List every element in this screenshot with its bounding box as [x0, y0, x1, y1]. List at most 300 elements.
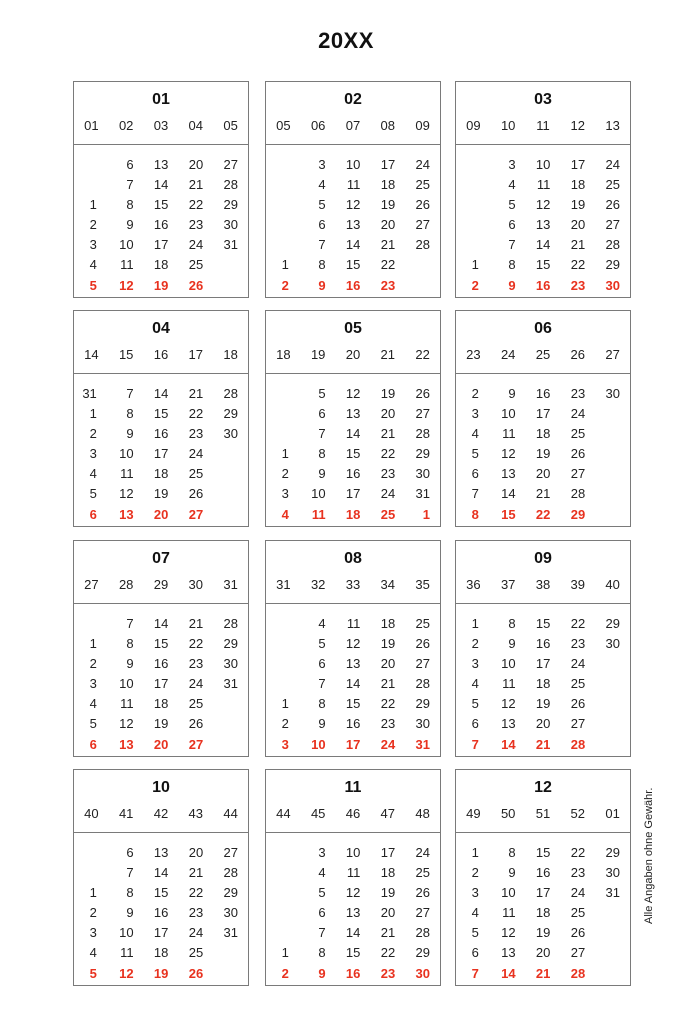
day: 14	[153, 865, 169, 881]
day: 30	[605, 865, 620, 881]
day: 25	[570, 905, 586, 921]
day: 20	[535, 716, 551, 732]
day: 26	[415, 197, 430, 213]
day: 3	[471, 656, 479, 672]
day	[595, 903, 630, 923]
day: 20	[535, 466, 551, 482]
day: 5	[471, 446, 479, 462]
month-07	[73, 540, 249, 757]
day: 7	[126, 177, 134, 193]
day: 28	[570, 486, 586, 502]
sunday-day: 14	[501, 965, 516, 981]
day: 15	[345, 446, 361, 462]
day: 24	[415, 157, 430, 172]
week-number: 05	[276, 118, 291, 133]
day: 5	[318, 386, 326, 401]
week-column	[301, 384, 336, 525]
day: 11	[346, 865, 361, 881]
day: 16	[153, 217, 169, 233]
day: 24	[570, 656, 586, 672]
sunday-day	[595, 964, 630, 984]
day: 28	[415, 426, 430, 442]
day: 26	[570, 696, 586, 712]
sunday-day: 3	[281, 736, 289, 752]
sunday-day: 18	[345, 506, 361, 522]
week-column	[266, 843, 301, 984]
day: 16	[345, 716, 361, 732]
day: 15	[153, 885, 169, 901]
day: 20	[570, 217, 586, 233]
week-column	[74, 155, 109, 296]
week-number: 04	[188, 118, 204, 133]
day: 23	[380, 466, 396, 482]
day: 20	[188, 845, 204, 860]
day: 3	[89, 446, 97, 462]
day	[74, 843, 109, 863]
day	[266, 404, 301, 424]
day: 19	[153, 486, 169, 502]
week-number: 21	[380, 347, 396, 362]
sunday-day: 10	[311, 736, 326, 752]
week-column	[560, 384, 595, 525]
week-column	[178, 384, 213, 525]
day: 11	[120, 466, 134, 482]
week-number: 08	[380, 118, 396, 133]
day: 11	[120, 696, 134, 712]
day: 6	[508, 217, 516, 233]
week-column	[526, 843, 561, 984]
day: 10	[119, 237, 134, 253]
day: 12	[535, 197, 551, 213]
day: 2	[281, 466, 289, 482]
day-grid	[266, 374, 440, 525]
day: 20	[380, 406, 396, 422]
day: 9	[318, 466, 326, 482]
week-column	[213, 155, 248, 296]
day: 7	[508, 237, 516, 253]
day: 18	[153, 257, 169, 273]
week-column	[491, 843, 526, 984]
week-column	[301, 155, 336, 296]
day: 1	[89, 885, 97, 901]
sunday-day: 9	[318, 965, 326, 981]
day: 18	[380, 865, 396, 881]
sunday-day: 26	[188, 965, 204, 981]
day: 7	[318, 925, 326, 941]
day: 22	[380, 945, 396, 961]
sunday-day: 5	[89, 965, 97, 981]
week-column	[144, 155, 179, 296]
week-number: 44	[276, 806, 291, 821]
day: 6	[471, 716, 479, 732]
day: 30	[223, 217, 238, 233]
day: 23	[570, 865, 586, 881]
week-column	[213, 614, 248, 755]
day: 15	[535, 616, 551, 631]
week-column	[370, 614, 405, 755]
day: 21	[380, 925, 396, 941]
day: 4	[318, 616, 326, 631]
day: 31	[605, 885, 620, 901]
week-number: 09	[466, 118, 481, 133]
day: 30	[415, 716, 430, 732]
week-number: 43	[188, 806, 204, 821]
week-column	[336, 843, 371, 984]
day: 13	[345, 656, 361, 672]
day: 21	[380, 676, 396, 692]
day: 20	[188, 157, 204, 172]
month-01	[73, 81, 249, 298]
day: 24	[188, 237, 204, 253]
day: 30	[605, 636, 620, 652]
day: 28	[415, 925, 430, 941]
day-grid	[74, 833, 248, 984]
day: 16	[153, 426, 169, 442]
week-number: 41	[118, 806, 134, 821]
month-04	[73, 310, 249, 527]
day: 18	[535, 426, 551, 442]
day	[456, 195, 491, 215]
sunday-day: 21	[535, 965, 551, 981]
week-numbers	[456, 347, 630, 362]
day: 1	[471, 257, 479, 273]
day: 15	[153, 197, 169, 213]
day: 3	[281, 486, 289, 502]
week-number: 38	[535, 577, 551, 592]
day: 18	[153, 945, 169, 961]
week-column	[595, 384, 630, 525]
day: 17	[153, 925, 169, 941]
week-number: 16	[153, 347, 169, 362]
day: 29	[223, 636, 238, 652]
month-header	[456, 311, 630, 374]
day: 24	[188, 446, 204, 462]
day	[595, 694, 630, 714]
week-number: 39	[570, 577, 586, 592]
week-column	[456, 155, 491, 296]
day: 23	[570, 636, 586, 652]
day: 17	[535, 656, 551, 672]
day: 10	[535, 157, 551, 172]
month-name: 11	[344, 779, 362, 796]
day: 20	[380, 217, 396, 233]
day: 24	[415, 845, 430, 860]
day	[213, 943, 248, 963]
week-number: 36	[466, 577, 481, 592]
day: 14	[345, 925, 361, 941]
day: 7	[318, 676, 326, 692]
day: 27	[570, 716, 586, 732]
day: 12	[119, 716, 134, 732]
day-grid	[456, 833, 630, 984]
sunday-day: 15	[501, 506, 516, 522]
day: 24	[188, 925, 204, 941]
day: 16	[153, 905, 169, 921]
week-number: 07	[345, 118, 361, 133]
day: 13	[345, 406, 361, 422]
week-numbers	[456, 577, 630, 592]
day: 18	[153, 466, 169, 482]
day: 29	[605, 257, 620, 273]
day	[595, 654, 630, 674]
day: 9	[126, 426, 134, 442]
day	[405, 255, 440, 275]
week-number: 48	[415, 806, 430, 821]
day: 18	[380, 177, 396, 193]
week-numbers	[74, 806, 248, 821]
day: 8	[318, 446, 326, 462]
week-column	[595, 614, 630, 755]
day-grid	[74, 374, 248, 525]
day: 18	[570, 177, 586, 193]
day: 21	[380, 426, 396, 442]
day: 25	[188, 696, 204, 712]
day: 4	[318, 177, 326, 193]
day: 12	[501, 696, 516, 712]
week-column	[491, 614, 526, 755]
day: 12	[345, 885, 361, 901]
day: 31	[82, 386, 97, 401]
sunday-day: 30	[605, 277, 620, 293]
day: 22	[188, 406, 204, 422]
week-column	[491, 155, 526, 296]
week-column	[560, 614, 595, 755]
day	[213, 444, 248, 464]
sunday-day: 27	[188, 736, 204, 752]
day: 4	[89, 696, 97, 712]
day	[266, 634, 301, 654]
day: 21	[188, 616, 204, 631]
day: 29	[605, 845, 620, 860]
week-number: 30	[188, 577, 204, 592]
week-number: 46	[345, 806, 361, 821]
day: 6	[318, 656, 326, 672]
day: 6	[471, 945, 479, 961]
week-number: 11	[536, 118, 550, 133]
day: 29	[223, 406, 238, 422]
week-number: 22	[415, 347, 430, 362]
day: 7	[318, 426, 326, 442]
day: 28	[223, 616, 238, 631]
sunday-day: 30	[415, 965, 430, 981]
week-column	[405, 614, 440, 755]
week-number: 32	[310, 577, 326, 592]
week-number: 49	[466, 806, 481, 821]
disclaimer-note: Alle Angaben ohne Gewähr.	[643, 787, 655, 924]
sunday-day	[213, 735, 248, 755]
day: 30	[415, 466, 430, 482]
day	[213, 255, 248, 275]
sunday-day: 13	[119, 506, 134, 522]
sunday-day: 22	[535, 506, 551, 522]
month-name: 07	[152, 550, 170, 567]
day: 16	[535, 865, 551, 881]
day: 20	[380, 905, 396, 921]
day	[266, 614, 301, 634]
sunday-day: 2	[471, 277, 479, 293]
month-12	[455, 769, 631, 986]
month-09	[455, 540, 631, 757]
day: 4	[508, 177, 516, 193]
day: 19	[535, 696, 551, 712]
day: 6	[318, 406, 326, 422]
day: 16	[153, 656, 169, 672]
day	[595, 424, 630, 444]
sunday-day: 28	[570, 736, 586, 752]
day-grid	[266, 833, 440, 984]
day: 15	[535, 257, 551, 273]
sunday-day: 23	[380, 277, 396, 293]
day: 11	[346, 177, 361, 193]
day: 3	[471, 885, 479, 901]
day: 3	[89, 676, 97, 692]
week-number: 45	[310, 806, 326, 821]
sunday-day: 9	[508, 277, 516, 293]
week-number: 31	[223, 577, 238, 592]
day: 10	[345, 157, 361, 172]
day	[74, 863, 109, 883]
day: 5	[471, 696, 479, 712]
day: 2	[471, 386, 479, 401]
week-column	[560, 843, 595, 984]
week-numbers	[456, 118, 630, 133]
day: 22	[380, 257, 396, 273]
day: 19	[535, 925, 551, 941]
day: 29	[415, 945, 430, 961]
day: 19	[380, 885, 396, 901]
day	[456, 235, 491, 255]
week-column	[109, 155, 144, 296]
month-05	[265, 310, 441, 527]
day: 17	[535, 406, 551, 422]
day	[266, 863, 301, 883]
day: 3	[89, 925, 97, 941]
day: 11	[536, 177, 551, 193]
month-header	[266, 82, 440, 145]
month-header	[456, 82, 630, 145]
day	[595, 923, 630, 943]
week-number: 19	[310, 347, 326, 362]
day: 4	[89, 945, 97, 961]
week-column	[595, 843, 630, 984]
week-column	[213, 843, 248, 984]
day: 3	[89, 237, 97, 253]
day: 17	[570, 157, 586, 172]
week-column	[74, 614, 109, 755]
week-column	[74, 843, 109, 984]
day: 11	[502, 676, 516, 692]
day: 5	[89, 716, 97, 732]
day: 4	[89, 466, 97, 482]
week-number: 15	[118, 347, 134, 362]
day	[456, 155, 491, 175]
week-number: 18	[223, 347, 238, 362]
day: 9	[126, 905, 134, 921]
day: 12	[501, 925, 516, 941]
day: 22	[380, 446, 396, 462]
week-number: 40	[84, 806, 99, 821]
sunday-day	[213, 276, 248, 296]
day: 28	[223, 177, 238, 193]
day: 12	[345, 197, 361, 213]
day: 8	[508, 616, 516, 631]
day: 7	[126, 616, 134, 631]
month-header	[266, 311, 440, 374]
day-grid	[74, 604, 248, 755]
day	[266, 215, 301, 235]
day: 13	[153, 157, 169, 172]
sunday-day: 7	[471, 965, 479, 981]
day	[213, 464, 248, 484]
day: 22	[570, 845, 586, 860]
sunday-day: 25	[380, 506, 396, 522]
week-number: 02	[118, 118, 134, 133]
week-column	[178, 614, 213, 755]
day: 31	[223, 925, 238, 941]
day: 2	[89, 905, 97, 921]
month-header	[74, 311, 248, 374]
day: 29	[223, 885, 238, 901]
week-column	[109, 614, 144, 755]
day	[266, 195, 301, 215]
week-number: 44	[223, 806, 238, 821]
day: 28	[605, 237, 620, 253]
day: 2	[89, 656, 97, 672]
sunday-day: 7	[471, 736, 479, 752]
day: 31	[223, 237, 238, 253]
day: 28	[415, 237, 430, 253]
day: 25	[570, 676, 586, 692]
day	[266, 424, 301, 444]
day: 16	[345, 466, 361, 482]
day: 5	[318, 885, 326, 901]
day: 26	[605, 197, 620, 213]
week-column	[266, 614, 301, 755]
day: 7	[126, 386, 134, 401]
week-column	[109, 384, 144, 525]
day: 5	[471, 925, 479, 941]
week-number: 27	[605, 347, 620, 362]
week-column	[336, 384, 371, 525]
week-number: 06	[310, 118, 326, 133]
day	[595, 464, 630, 484]
week-column	[595, 155, 630, 296]
day: 18	[535, 905, 551, 921]
day	[266, 384, 301, 404]
day: 5	[89, 486, 97, 502]
day	[213, 694, 248, 714]
day	[74, 175, 109, 195]
day: 6	[126, 845, 134, 860]
week-number: 27	[84, 577, 99, 592]
day: 9	[126, 217, 134, 233]
week-number: 31	[276, 577, 291, 592]
day: 11	[120, 257, 134, 273]
week-number: 14	[84, 347, 99, 362]
day: 27	[570, 945, 586, 961]
day: 18	[380, 616, 396, 631]
sunday-day: 20	[153, 506, 169, 522]
day: 7	[471, 486, 479, 502]
sunday-day: 21	[535, 736, 551, 752]
sunday-day: 20	[153, 736, 169, 752]
day	[266, 883, 301, 903]
day	[74, 614, 109, 634]
day: 25	[188, 466, 204, 482]
day: 23	[380, 716, 396, 732]
day: 17	[535, 885, 551, 901]
day: 17	[380, 157, 396, 172]
